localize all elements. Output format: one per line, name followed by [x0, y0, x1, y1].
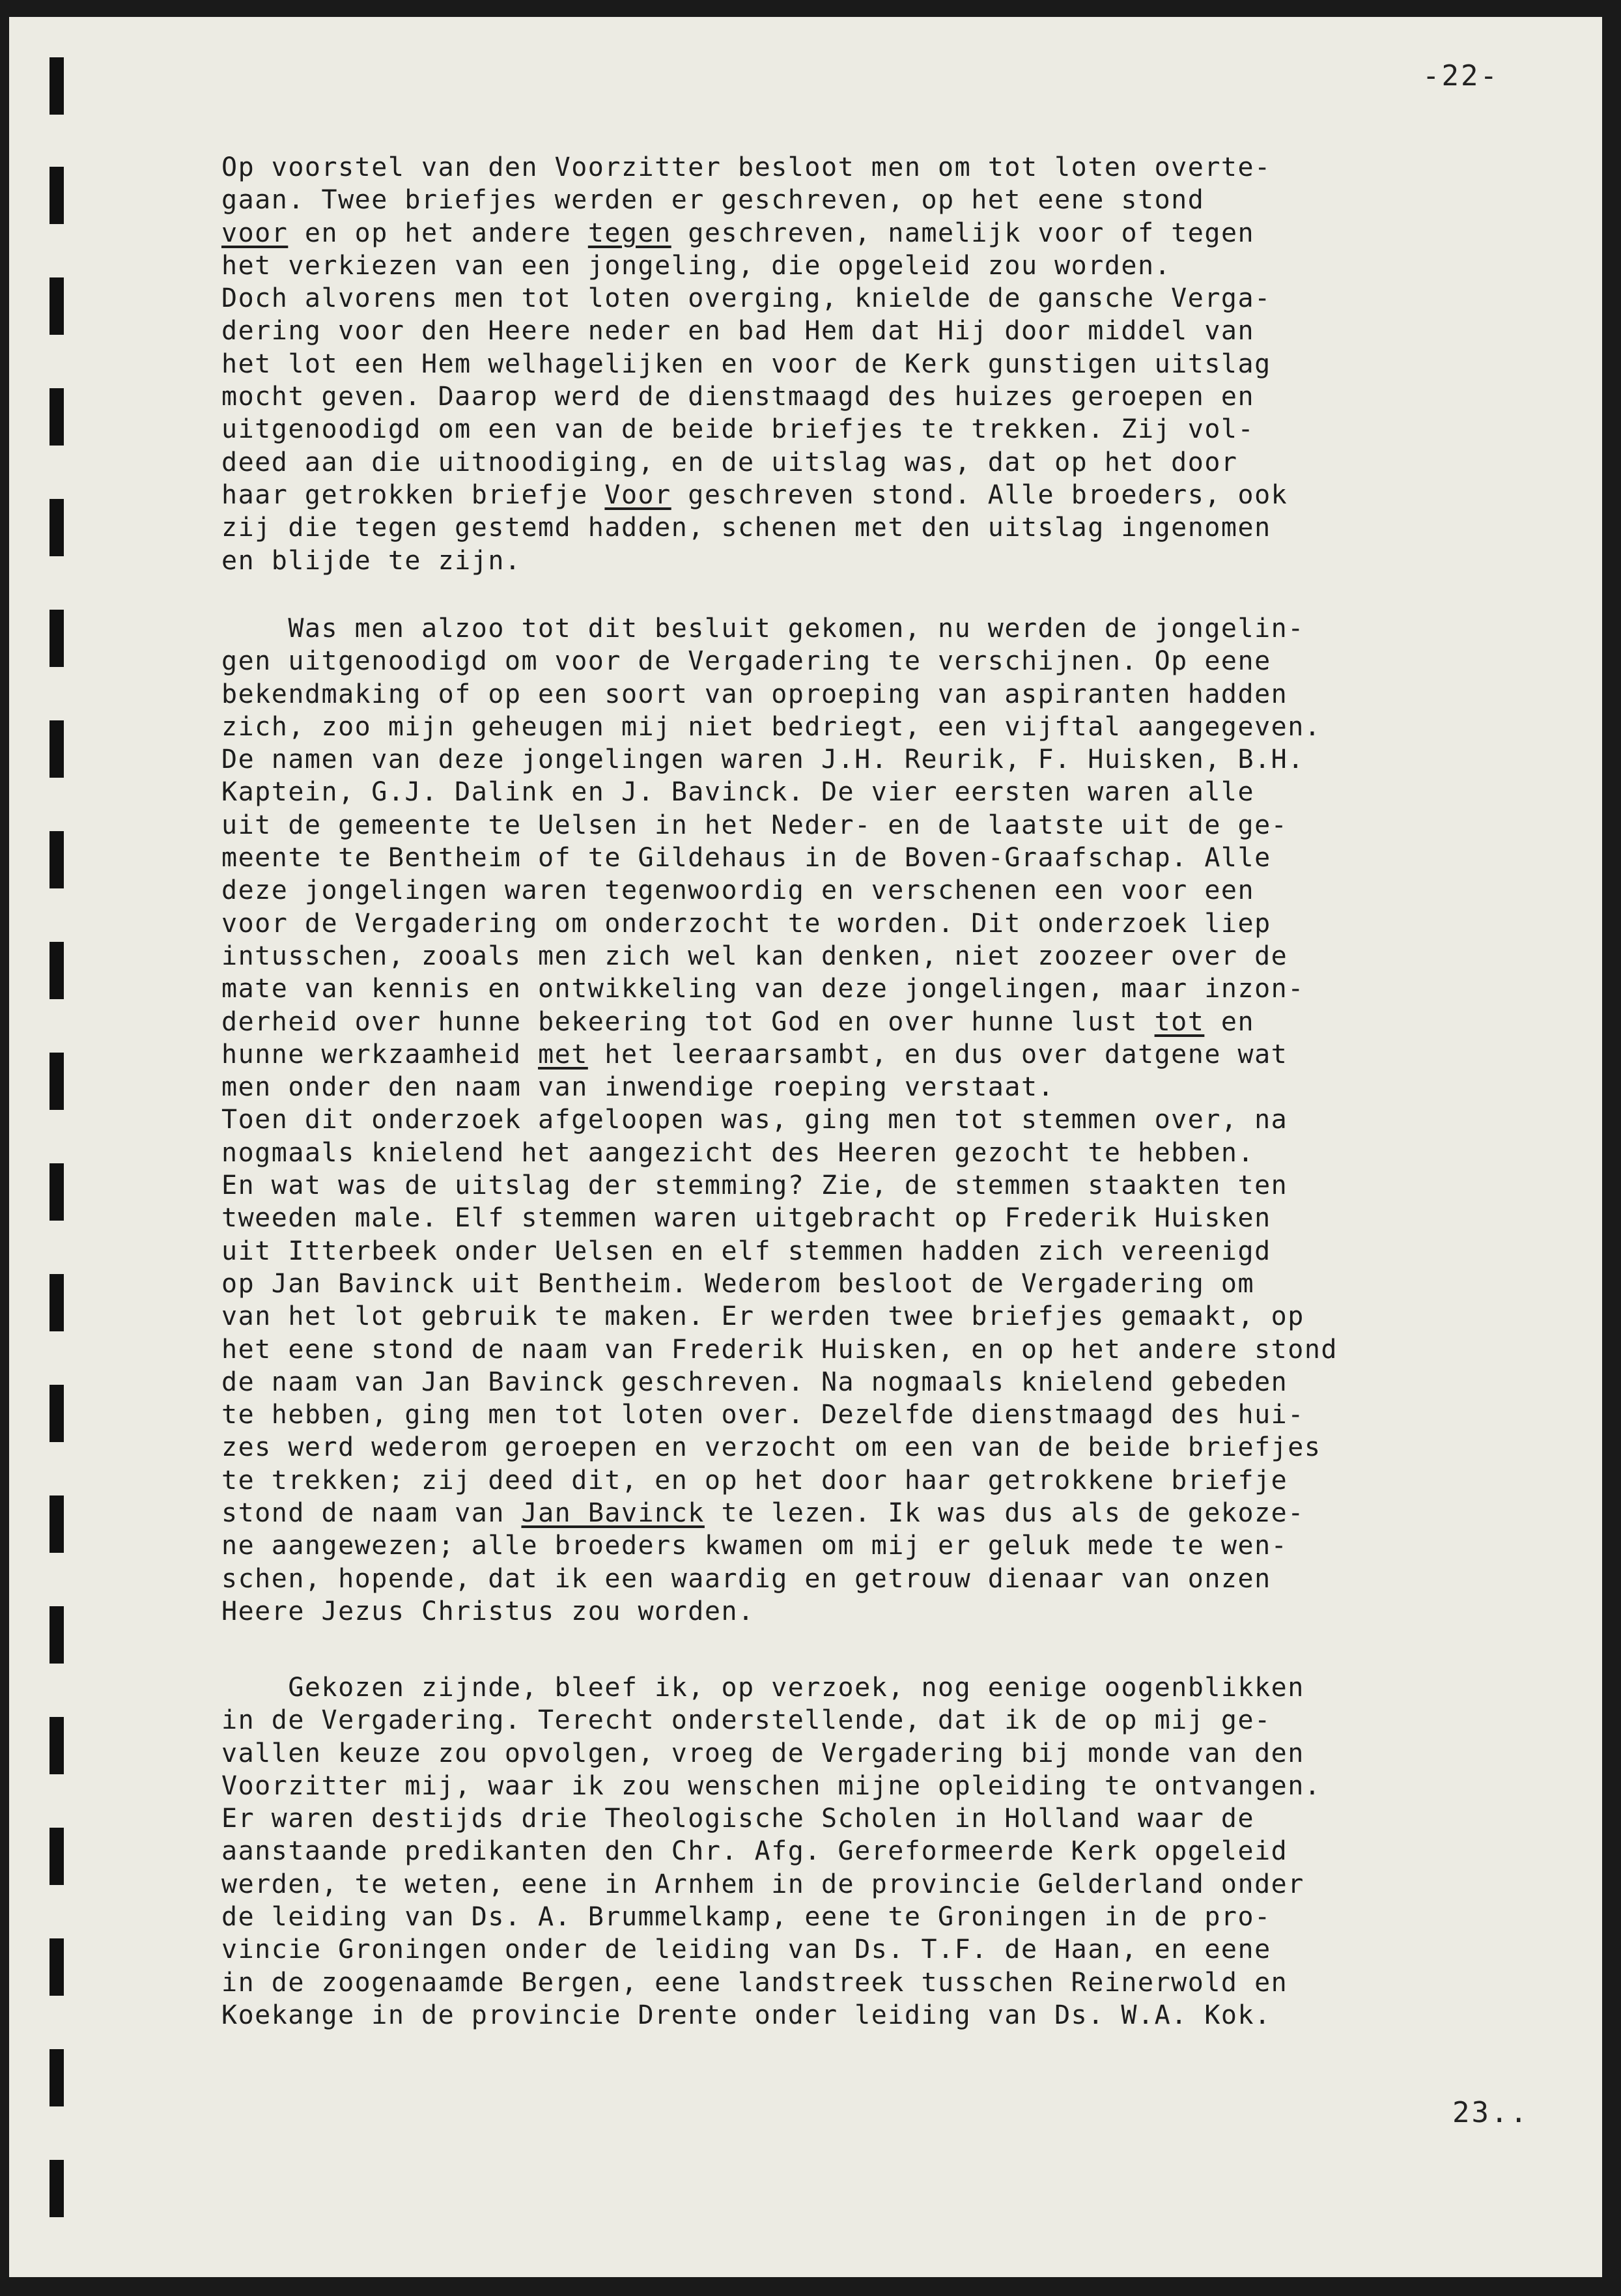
- binding-hole: [49, 499, 64, 556]
- text-line: het verkiezen van een jongeling, die opgeleid zou worden.: [221, 250, 1172, 281]
- text-line: en blijde te zijn.: [221, 545, 522, 576]
- text-line: Op voorstel van den Voorzitter besloot men om tot loten overte-: [221, 152, 1271, 182]
- text-line: voor de Vergadering om onderzocht te worden. Dit onderzoek liep: [221, 908, 1271, 939]
- text-line: De namen van deze jongelingen waren J.H. Reurik, F. Huisken, B.H.: [221, 744, 1304, 775]
- text-line: En wat was de uitslag der stemming? Zie, de stemmen staakten ten: [221, 1170, 1288, 1201]
- underlined-word: voor: [221, 218, 289, 248]
- text-line: mocht geven. Daarop werd de dienstmaagd des huizes geroepen en: [221, 382, 1255, 412]
- paragraph: [221, 1671, 1576, 2032]
- text-line: uit Itterbeek onder Uelsen en elf stemmen hadden zich vereenigd: [221, 1236, 1271, 1266]
- text-line: deze jongelingen waren tegenwoordig en verschenen een voor een: [221, 875, 1255, 906]
- underlined-word: Voor: [604, 479, 671, 510]
- binding-hole: [49, 831, 64, 888]
- text-line: Koekange in de provincie Drente onder leiding van Ds. W.A. Kok.: [221, 2000, 1271, 2030]
- binding-hole: [49, 720, 64, 778]
- text-line: het lot een Hem welhagelijken en voor de Kerk gunstigen uitslag: [221, 348, 1271, 379]
- text-line: deed aan die uitnoodiging, en de uitslag was, dat op het door: [221, 447, 1238, 477]
- text-line: stond de naam van Jan Bavinck te lezen. Ik was dus als de gekoze-: [221, 1498, 1304, 1529]
- text-line: vincie Groningen onder de leiding van Ds. T.F. de Haan, en eene: [221, 1935, 1271, 1965]
- text-line: Er waren destijds drie Theologische Scholen in Holland waar de: [221, 1804, 1255, 1834]
- text-line: te trekken; zij deed dit, en op het door haar getrokkene briefje: [221, 1465, 1288, 1495]
- binding-hole: [49, 1717, 64, 1774]
- text-line: Gekozen zijnde, bleef ik, op verzoek, nog eenige oogenblikken: [221, 1673, 1304, 1703]
- underlined-word: tegen: [587, 218, 671, 248]
- binding-hole: [49, 57, 64, 115]
- text-line: voor en op het andere tegen geschreven, namelijk voor of tegen: [221, 218, 1255, 248]
- text-line: nogmaals knielend het aangezicht des Heeren gezocht te hebben.: [221, 1137, 1255, 1168]
- text-line: meente te Bentheim of te Gildehaus in de Boven-Graafschap. Alle: [221, 843, 1271, 873]
- underlined-word: tot: [1154, 1006, 1205, 1037]
- text-line: gen uitgenoodigd om voor de Vergadering te verschijnen. Op eene: [221, 646, 1271, 677]
- text-line: Heere Jezus Christus zou worden.: [221, 1596, 755, 1626]
- page-number: -22-: [1422, 59, 1499, 92]
- text-line: in de zoogenaamde Bergen, eene landstreek tusschen Reinerwold en: [221, 1967, 1288, 1998]
- binding-hole: [49, 610, 64, 667]
- text-line: intusschen, zooals men zich wel kan denken, niet zoozeer over de: [221, 941, 1288, 971]
- text-line: te hebben, ging men tot loten over. Dezelfde dienstmaagd des hui-: [221, 1400, 1304, 1430]
- binding-hole: [49, 942, 64, 999]
- text-line: zich, zoo mijn geheugen mij niet bedriegt, een vijftal aangegeven.: [221, 711, 1321, 742]
- binding-hole: [49, 1163, 64, 1221]
- text-line: bekendmaking of op een soort van oproeping van aspiranten hadden: [221, 679, 1288, 709]
- paragraph: [221, 612, 1576, 1628]
- text-line: mate van kennis en ontwikkeling van deze jongelingen, maar inzon-: [221, 974, 1304, 1004]
- binding-hole: [49, 1053, 64, 1110]
- typewritten-page: [9, 17, 1602, 2277]
- binding-hole: [49, 1828, 64, 1885]
- text-line: Voorzitter mij, waar ik zou wenschen mijne opleiding te ontvangen.: [221, 1770, 1321, 1801]
- text-line: werden, te weten, eene in Arnhem in de provincie Gelderland onder: [221, 1869, 1304, 1899]
- text-line: schen, hopende, dat ik een waardig en getrouw dienaar van onzen: [221, 1563, 1271, 1594]
- text-line: men onder den naam van inwendige roeping verstaat.: [221, 1072, 1055, 1103]
- text-line: vallen keuze zou opvolgen, vroeg de Vergadering bij monde van den: [221, 1738, 1304, 1768]
- text-line: dering voor den Heere neder en bad Hem dat Hij door middel van: [221, 316, 1255, 347]
- binding-hole: [49, 1385, 64, 1442]
- text-line: hunne werkzaamheid met het leeraarsambt, en dus over datgene wat: [221, 1039, 1288, 1070]
- underlined-word: met: [538, 1039, 588, 1070]
- text-line: derheid over hunne bekeering tot God en over hunne lust tot en: [221, 1006, 1255, 1037]
- text-line: Was men alzoo tot dit besluit gekomen, nu werden de jongelin-: [221, 614, 1304, 644]
- text-line: tweeden male. Elf stemmen waren uitgebracht op Frederik Huisken: [221, 1203, 1271, 1234]
- text-line: aanstaande predikanten den Chr. Afg. Gereformeerde Kerk opgeleid: [221, 1836, 1288, 1867]
- underlined-word: Jan Bavinck: [521, 1498, 705, 1529]
- text-line: ne aangewezen; alle broeders kwamen om mij er geluk mede te wen-: [221, 1531, 1288, 1561]
- text-line: zij die tegen gestemd hadden, schenen met den uitslag ingenomen: [221, 513, 1271, 543]
- binding-hole: [49, 388, 64, 446]
- text-line: in de Vergadering. Terecht onderstellende, dat ik de op mij ge-: [221, 1705, 1271, 1736]
- text-line: haar getrokken briefje Voor geschreven stond. Alle broeders, ook: [221, 479, 1288, 510]
- text-line: Toen dit onderzoek afgeloopen was, ging men tot stemmen over, na: [221, 1105, 1288, 1135]
- text-line: de naam van Jan Bavinck geschreven. Na nogmaals knielend gebeden: [221, 1367, 1288, 1397]
- binding-hole: [49, 277, 64, 335]
- text-line: Doch alvorens men tot loten overging, knielde de gansche Verga-: [221, 283, 1271, 314]
- binding-hole: [49, 1606, 64, 1664]
- paragraph: [221, 151, 1576, 577]
- text-line: zes werd wederom geroepen en verzocht om een van de beide briefjes: [221, 1432, 1321, 1463]
- next-page-marker: 23..: [1452, 2096, 1529, 2129]
- text-line: uit de gemeente te Uelsen in het Neder- en de laatste uit de ge-: [221, 810, 1288, 840]
- binding-hole: [49, 2049, 64, 2106]
- binding-hole: [49, 1274, 64, 1331]
- binding-hole: [49, 167, 64, 224]
- binding-hole: [49, 1938, 64, 1996]
- text-line: uitgenoodigd om een van de beide briefjes te trekken. Zij vol-: [221, 414, 1255, 445]
- text-line: op Jan Bavinck uit Bentheim. Wederom besloot de Vergadering om: [221, 1268, 1255, 1299]
- text-line: Kaptein, G.J. Dalink en J. Bavinck. De vier eersten waren alle: [221, 777, 1255, 808]
- text-line: gaan. Twee briefjes werden er geschreven, op het eene stond: [221, 185, 1205, 216]
- binding-hole: [49, 2160, 64, 2217]
- text-line: het eene stond de naam van Frederik Huisken, en op het andere stond: [221, 1334, 1338, 1365]
- binding-hole: [49, 1495, 64, 1553]
- text-line: de leiding van Ds. A. Brummelkamp, eene te Groningen in de pro-: [221, 1902, 1271, 1933]
- text-line: van het lot gebruik te maken. Er werden twee briefjes gemaakt, op: [221, 1301, 1304, 1332]
